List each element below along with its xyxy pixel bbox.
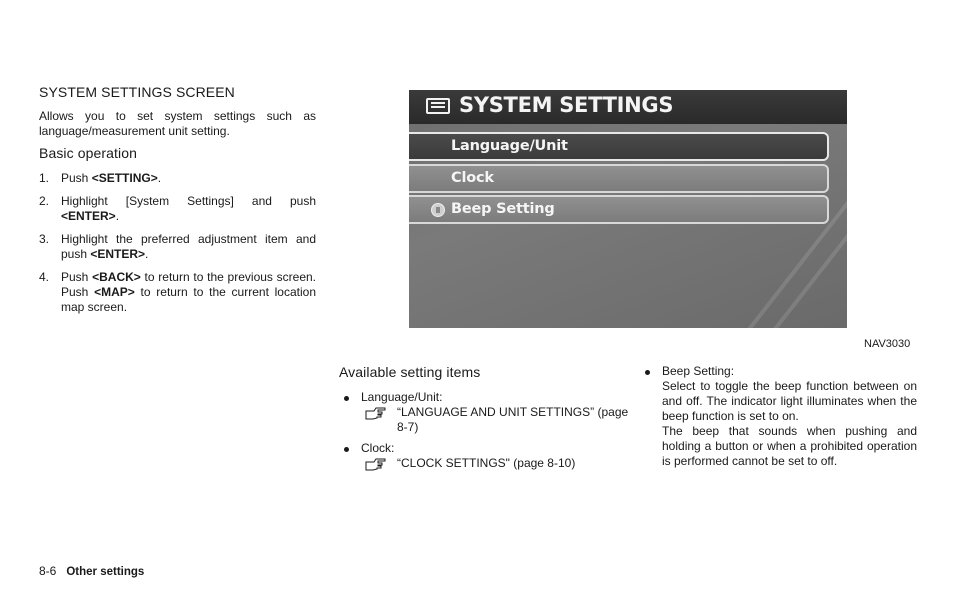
left-column (39, 84, 316, 323)
step-number: 4. (39, 270, 50, 284)
list-item (339, 441, 629, 471)
decorative-stripe (748, 170, 847, 328)
intro-paragraph: Allows you to set system settings such as language/measurement unit setting. (39, 109, 316, 138)
step-text: Highlight the preferred adjustment item and push (61, 232, 316, 261)
description-paragraph: The beep that sounds when pushing and holding a button or when a prohibited operation is performed cannot be set to off. (662, 424, 917, 468)
page-reference (361, 405, 629, 435)
available-items-list (339, 390, 629, 471)
indicator-light-icon (431, 203, 445, 217)
key-name: <SETTING> (91, 171, 158, 185)
step-text: to return to the current location map screen. (61, 285, 317, 314)
system-settings-screenshot (409, 90, 847, 328)
item-label: Beep Setting: (662, 364, 735, 378)
page-footer (39, 564, 144, 578)
step-item (39, 232, 316, 262)
right-column (642, 364, 917, 469)
step-item (39, 194, 316, 224)
key-name: <ENTER> (61, 209, 116, 223)
menu-item-clock[interactable] (409, 164, 829, 193)
step-number: 3. (39, 232, 50, 246)
page-reference (361, 456, 629, 471)
menu-item-label: Beep Setting (451, 201, 555, 217)
step-text: Highlight [System Settings] and push (61, 194, 316, 208)
description-paragraph: Select to toggle the beep function between on and off. The indicator light illuminates when the beep function is set to on. (662, 379, 917, 423)
screen-title: SYSTEM SETTINGS (459, 93, 674, 117)
step-number: 1. (39, 171, 50, 185)
menu-item-beep-setting[interactable] (409, 195, 829, 224)
step-text: . (115, 209, 120, 223)
footer-section-name: Other settings (66, 566, 145, 578)
available-items-heading: Available setting items (339, 364, 481, 380)
menu-item-language-unit[interactable] (409, 132, 829, 161)
beep-setting-description (642, 364, 917, 469)
figure-caption: NAV3030 (864, 338, 911, 350)
step-item (39, 270, 316, 315)
section-title: SYSTEM SETTINGS SCREEN (39, 84, 235, 100)
key-name: <MAP> (94, 285, 135, 299)
item-label: Clock: (361, 441, 395, 455)
step-text: . (157, 171, 162, 185)
reference-text: “LANGUAGE AND UNIT SETTINGS” (page 8-7) (397, 405, 629, 434)
bullet-icon (344, 396, 349, 401)
menu-item-label: Language/Unit (451, 138, 568, 154)
item-label: Language/Unit: (361, 390, 443, 404)
steps-list (39, 171, 316, 315)
step-number: 2. (39, 194, 50, 208)
screen-header (409, 90, 847, 124)
step-item (39, 171, 316, 186)
page-number: 8-6 (39, 564, 57, 578)
step-text: Push (61, 171, 92, 185)
hand-pointer-icon (365, 405, 387, 420)
key-name: <ENTER> (90, 247, 146, 261)
reference-text: “CLOCK SETTINGS" (page 8-10) (397, 456, 576, 470)
hand-pointer-icon (365, 456, 387, 471)
list-item (339, 390, 629, 435)
basic-operation-heading: Basic operation (39, 145, 138, 161)
key-name: <BACK> (92, 270, 141, 284)
step-text: . (145, 247, 149, 261)
menu-item-label: Clock (451, 170, 494, 186)
bullet-icon (645, 370, 650, 375)
bullet-icon (344, 447, 349, 452)
settings-icon (426, 98, 450, 114)
step-text: to return to the previous screen. Push (61, 270, 317, 299)
step-text: Push (61, 270, 93, 284)
middle-column (339, 364, 629, 477)
